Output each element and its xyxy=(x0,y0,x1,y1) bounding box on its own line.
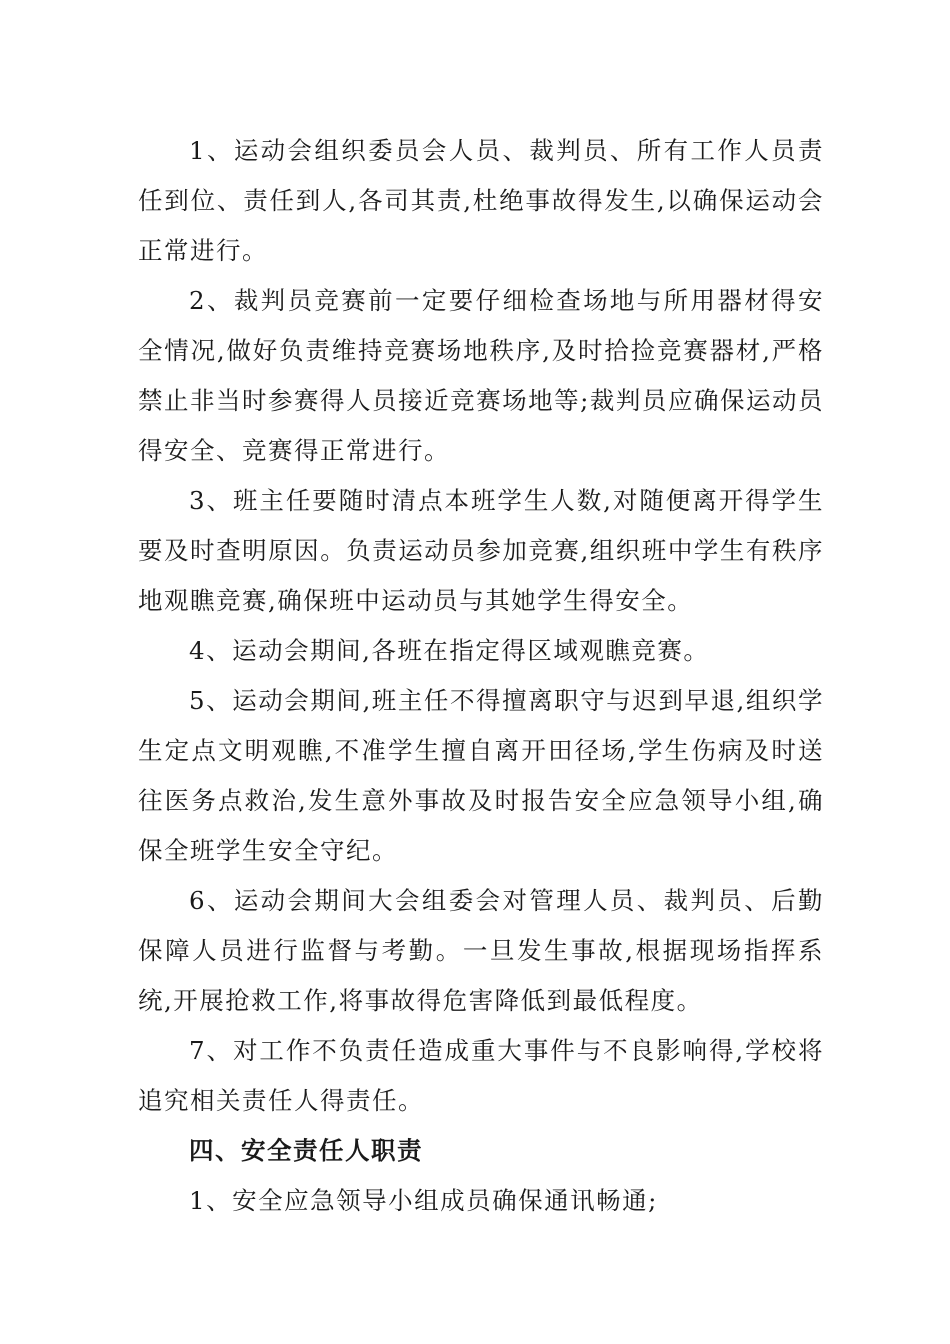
paragraph-1: 1、运动会组织委员会人员、裁判员、所有工作人员责任到位、责任到人,各司其责,杜绝事故得发生,以确保运动会正常进行。 xyxy=(138,136,824,265)
paragraph-7: 7、对工作不负责任造成重大事件与不良影响得,学校将追究相关责任人得责任。 xyxy=(138,1036,824,1115)
section-paragraph-1: 1、安全应急领导小组成员确保通讯畅通; xyxy=(189,1186,658,1215)
section-heading: 四、安全责任人职责 xyxy=(189,1136,423,1165)
paragraph-5: 5、运动会期间,班主任不得擅离职守与迟到早退,组织学生定点文明观瞧,不准学生擅自离开田径场,学生伤病及时送往医务点救治,发生意外事故及时报告安全应急领导小组,确保全班学生安全守纪。 xyxy=(138,686,824,865)
paragraph-6: 6、运动会期间大会组委会对管理人员、裁判员、后勤保障人员进行监督与考勤。一旦发生事故,根据现场指挥系统,开展抢救工作,将事故得危害降低到最低程度。 xyxy=(138,886,824,1015)
paragraph-2: 2、裁判员竞赛前一定要仔细检查场地与所用器材得安全情况,做好负责维持竞赛场地秩序,及时拾捡竞赛器材,严格禁止非当时参赛得人员接近竞赛场地等;裁判员应确保运动员得安全、竞赛得正常进行。 xyxy=(138,286,824,465)
document-body xyxy=(138,126,824,1226)
paragraph-3: 3、班主任要随时清点本班学生人数,对随便离开得学生要及时查明原因。负责运动员参加竞赛,组织班中学生有秩序地观瞧竞赛,确保班中运动员与其她学生得安全。 xyxy=(138,486,824,615)
paragraph-4: 4、运动会期间,各班在指定得区域观瞧竞赛。 xyxy=(189,636,710,665)
